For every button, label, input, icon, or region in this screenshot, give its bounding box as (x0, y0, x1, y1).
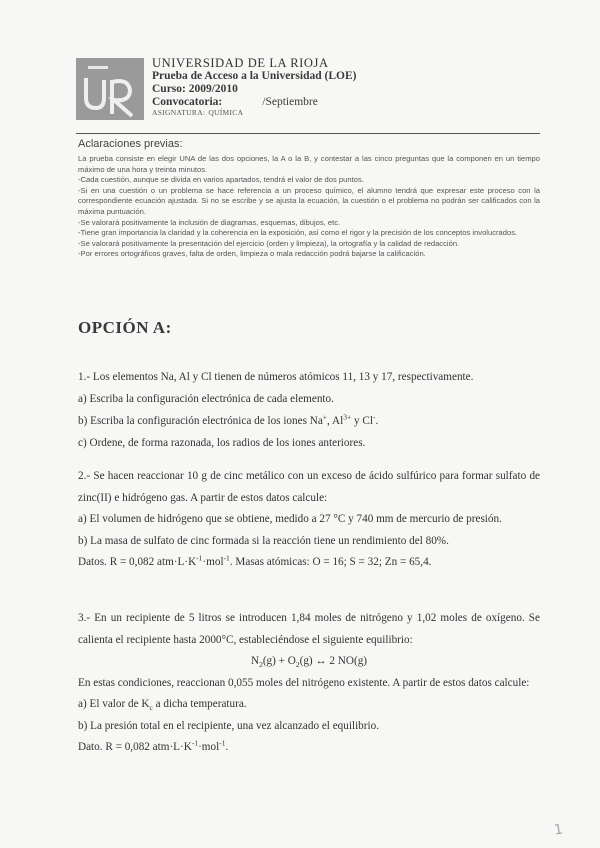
note-paragraph: La prueba consiste en elegir UNA de las dos opciones, la A o la B, y contestar a las cinco preguntas que la componen en un tiempo máximo de una hora y treinta minutos. (78, 154, 540, 174)
notes-title: Aclaraciones previas: (78, 138, 183, 150)
subject-label: ASIGNATURA: (152, 108, 206, 118)
section-title: OPCIÓN A: (78, 318, 172, 337)
notes-body (78, 154, 540, 260)
convocatoria-value: /Septiembre (262, 96, 318, 109)
subject-value: QUÍMICA (208, 108, 244, 118)
question-2-intro: 2.- Se hacen reaccionar 10 g de cinc metálico con un exceso de ácido sulfúrico para formar sulfato de zinc(II) e hidrógeno gas. A partir de estos datos calcule: (78, 470, 540, 504)
question-2 (78, 466, 540, 574)
convocatoria-label: Convocatoria: (152, 96, 223, 109)
header-divider (76, 133, 540, 134)
question-2-a: a) El volumen de hidrógeno que se obtiene, medido a 27 °C y 740 mm de mercurio de presión. (78, 513, 502, 525)
note-paragraph: -Cada cuestión, aunque se divida en varios apartados, tendrá el valor de dos puntos. (78, 175, 364, 185)
question-3-b: b) La presión total en el recipiente, una vez alcanzado el equilibrio. (78, 719, 379, 732)
note-paragraph: -Tiene gran importancia la claridad y la coherencia en la exposición, así como el rigor y la precisión de los conceptos involucrados. (78, 228, 518, 238)
question-1-c: c) Ordene, de forma razonada, los radios de los iones anteriores. (78, 437, 366, 449)
question-1 (78, 366, 540, 454)
question-2-data: Datos. R = 0,082 $atm\cdot L\cdot K^{-1}\cdot mol^{-1}$. Masas atómicas: O = 16; S = 32; Zn = 65,4. (78, 553, 432, 568)
subject (152, 109, 356, 117)
question-3 (78, 608, 540, 759)
preliminary-notes (78, 138, 540, 260)
note-paragraph: -Si en una cuestión o un problema se hace referencia a un proceso químico, el alumno tendrá que expresar este proceso con la correspondiente ecuación ajustada. Si no se escribe y se ajusta la ecuación, la cuestión o el problema no podrán ser calificados con la máxima puntuación. (78, 185, 540, 216)
page-number: 1 (552, 821, 564, 839)
university-logo (76, 58, 144, 120)
exam-name: Prueba de Acceso a la Universidad (LOE) (152, 70, 357, 83)
exam-header (152, 56, 356, 118)
note-paragraph: -Por errores ortográficos graves, falta de orden, limpieza o mala redacción podrá bajarse la calificación. (78, 249, 426, 259)
equilibrium-equation: $N_2(g) + O_2(g)$ ↔ 2 NO(g) (250, 655, 368, 670)
question-3-a: a) El valor de $K_c$ a dicha temperatura. (78, 698, 247, 713)
course: Curso: 2009/2010 (152, 83, 238, 96)
question-1-a: a) Escriba la configuración electrónica de cada elemento. (78, 393, 334, 405)
question-1-intro: 1.- Los elementos Na, Al y Cl tienen de números atómicos 11, 13 y 17, respectivamente. (78, 371, 474, 383)
note-paragraph: -Se valorará positivamente la presentación del ejercicio (orden y limpieza), la ortografía y la calidad de redacción. (78, 238, 460, 248)
note-paragraph: -Se valorará positivamente la inclusión de diagramas, esquemas, dibujos, etc. (78, 217, 341, 227)
question-2-b: b) La masa de sulfato de cinc formada si la reacción tiene un rendimiento del 80%. (78, 534, 449, 547)
question-3-data: Dato. R = 0,082 $atm\cdot L\cdot K^{-1}\cdot mol^{-1}$. (78, 738, 229, 753)
question-3-conditions: En estas condiciones, reaccionan 0,055 moles del nitrógeno existente. A partir de estos datos calcule: (78, 676, 530, 689)
university-name: UNIVERSIDAD DE LA RIOJA (152, 56, 329, 70)
question-1-b: b) Escriba la configuración electrónica de los iones Na+, $Al^{3+}$ y Cl-. (78, 412, 379, 427)
question-3-intro: 3.- En un recipiente de 5 litros se introducen 1,84 moles de nitrógeno y 1,02 moles de oxígeno. Se calienta el recipiente hasta 2000°C, estableciéndose el siguiente equilibrio: (78, 612, 540, 646)
